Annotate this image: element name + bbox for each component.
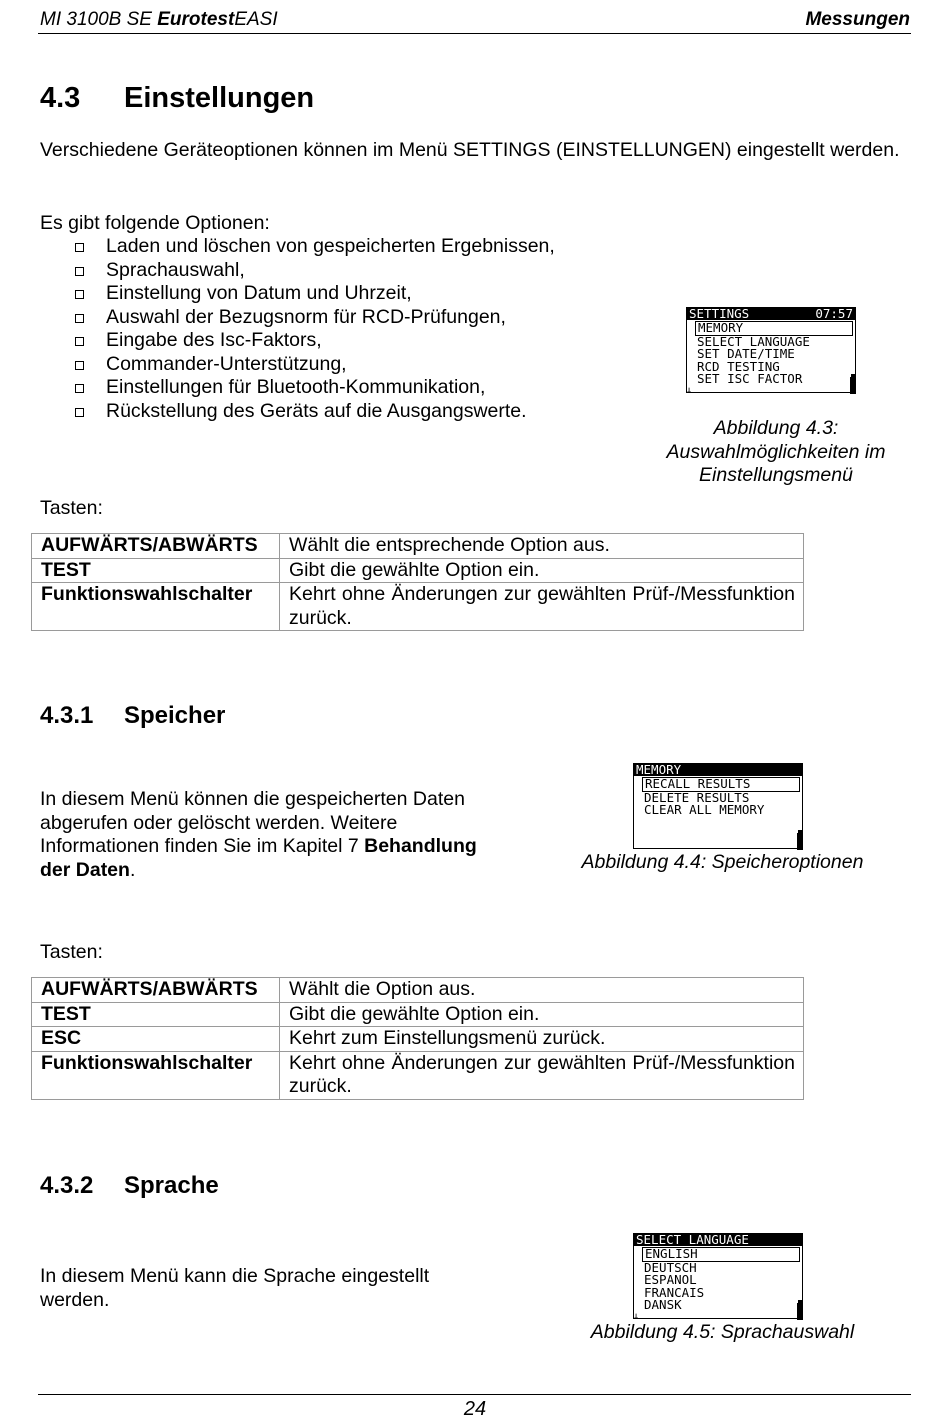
scroll-down-arrow-icon: ↓ xyxy=(686,384,693,396)
key-description: Kehrt ohne Änderungen zur gewählten Prüf-/Messfunktion zurück. xyxy=(280,583,804,631)
options-list-item-text: Eingabe des Isc-Faktors, xyxy=(106,329,322,351)
key-name: Funktionswahlschalter xyxy=(32,1051,280,1099)
screen-time: 07:57 xyxy=(815,306,853,321)
footer-rule xyxy=(38,1394,911,1395)
key-description: Wählt die entsprechende Option aus. xyxy=(280,534,804,559)
battery-icon xyxy=(797,833,803,850)
battery-icon xyxy=(797,1303,803,1320)
options-list-item xyxy=(40,376,640,400)
keys-table-row xyxy=(32,1051,804,1099)
screen-title-bar xyxy=(634,764,802,776)
screen-items xyxy=(687,321,855,386)
keys-table-row xyxy=(32,1027,804,1052)
intro-paragraph: Verschiedene Geräteoptionen können im Menü SETTINGS (EINSTELLUNGEN) eingestellt werden. xyxy=(40,139,900,161)
section-heading-4-3: 4.3 Einstellungen xyxy=(40,82,315,114)
key-description: Gibt die gewählte Option ein. xyxy=(280,558,804,583)
options-list-item xyxy=(40,329,640,353)
options-list-item xyxy=(40,353,640,377)
screen-menu-item: ESPANOL xyxy=(644,1272,697,1287)
scroll-down-arrow-icon: ↓ xyxy=(633,1310,640,1322)
language-paragraph: In diesem Menü kann die Sprache eingestellt werden. xyxy=(40,1265,430,1311)
options-list xyxy=(40,235,640,423)
screen-menu-item: RCD TESTING xyxy=(697,358,780,374)
figure-caption-4-5: Abbildung 4.5: Sprachauswahl xyxy=(590,1321,855,1343)
screen-menu-item: FRANCAIS xyxy=(644,1284,705,1300)
screen-menu-item: SELECT LANGUAGE xyxy=(697,333,810,349)
figure-caption-line: Auswahlmöglichkeiten im xyxy=(666,440,886,463)
key-name: ESC xyxy=(32,1027,280,1052)
screen-items xyxy=(634,1247,802,1312)
checkbox-bullet-icon xyxy=(75,314,84,323)
key-name: TEST xyxy=(32,558,280,583)
key-name: Funktionswahlschalter xyxy=(32,583,280,631)
settings-screen xyxy=(686,306,856,396)
keys-table-memory xyxy=(31,977,804,1100)
key-description: Wählt die Option aus. xyxy=(280,978,804,1003)
section-heading-4-3-1: 4.3.1 Speicher xyxy=(40,702,226,729)
options-list-item xyxy=(40,235,640,259)
options-list-item-text: Laden und löschen von gespeicherten Ergebnissen, xyxy=(106,235,555,257)
screen-menu-item: ENGLISH xyxy=(642,1247,800,1262)
options-list-item-text: Sprachauswahl, xyxy=(106,258,245,281)
language-screen xyxy=(633,1232,803,1322)
checkbox-bullet-icon xyxy=(75,408,84,417)
screen-menu-item: CLEAR ALL MEMORY xyxy=(644,802,765,817)
screen-menu-item: SET DATE/TIME xyxy=(697,346,795,361)
options-list-item xyxy=(40,282,640,306)
key-description: Kehrt ohne Änderungen zur gewählten Prüf-/Messfunktion zurück. xyxy=(280,1051,804,1099)
keys-table-row xyxy=(32,558,804,583)
figure-caption-line: Einstellungsmenü xyxy=(699,464,853,486)
options-list-item xyxy=(40,400,640,424)
screen-menu-item: SET ISC FACTOR xyxy=(697,371,803,386)
memory-paragraph: In diesem Menü können die gespeicherten Daten abgerufen oder gelöscht werden. Weitere Informationen finden Sie im Kapitel 7 Behandlung der Daten. xyxy=(40,788,477,881)
key-name: AUFWÄRTS/ABWÄRTS xyxy=(32,978,280,1003)
screen-menu-item: RECALL RESULTS xyxy=(642,777,800,792)
header-section: Messungen xyxy=(805,9,910,30)
options-list-item xyxy=(40,306,640,330)
key-description: Gibt die gewählte Option ein. xyxy=(280,1002,804,1027)
options-list-item xyxy=(40,259,640,283)
screen-title: SETTINGS xyxy=(689,306,750,321)
figure-caption-4-4: Abbildung 4.4: Speicheroptionen xyxy=(581,851,864,873)
screen-menu-item: MEMORY xyxy=(695,321,853,336)
screen-items xyxy=(634,777,802,817)
checkbox-bullet-icon xyxy=(75,243,84,252)
checkbox-bullet-icon xyxy=(75,384,84,393)
screen-menu-item: DELETE RESULTS xyxy=(644,789,750,805)
screen-title: MEMORY xyxy=(636,762,682,777)
figure-caption-4-3 xyxy=(652,417,900,488)
keys-table-settings xyxy=(31,533,804,631)
memory-screen xyxy=(633,763,803,849)
header-rule xyxy=(38,33,911,34)
figure-caption-line: Abbildung 4.3: xyxy=(713,417,839,439)
options-list-item-text: Einstellung von Datum und Uhrzeit, xyxy=(106,282,412,304)
key-description: Kehrt zum Einstellungsmenü zurück. xyxy=(280,1027,804,1052)
checkbox-bullet-icon xyxy=(75,290,84,299)
screen-menu-item: DEUTSCH xyxy=(644,1259,697,1275)
section-heading-4-3-2: 4.3.2 Sprache xyxy=(40,1172,219,1199)
checkbox-bullet-icon xyxy=(75,267,84,276)
key-name: AUFWÄRTS/ABWÄRTS xyxy=(32,534,280,559)
screen-title-bar xyxy=(634,1234,802,1246)
keys-label: Tasten: xyxy=(40,497,103,519)
screen-menu-item: DANSK xyxy=(644,1297,682,1312)
options-lead: Es gibt folgende Optionen: xyxy=(40,212,270,234)
checkbox-bullet-icon xyxy=(75,361,84,370)
options-list-item-text: Auswahl der Bezugsnorm für RCD-Prüfungen, xyxy=(106,305,506,328)
keys-label: Tasten: xyxy=(40,941,103,963)
keys-table-row xyxy=(32,583,804,631)
options-list-item-text: Einstellungen für Bluetooth-Kommunikation, xyxy=(106,376,486,398)
checkbox-bullet-icon xyxy=(75,337,84,346)
page-number: 24 xyxy=(463,1398,487,1420)
keys-table-row xyxy=(32,978,804,1003)
header-model: MI 3100B SE EurotestEASI xyxy=(40,9,278,30)
screen-title-bar xyxy=(687,308,855,320)
options-list-item-text: Rückstellung des Geräts auf die Ausgangswerte. xyxy=(106,399,527,422)
battery-icon xyxy=(850,377,856,394)
key-name: TEST xyxy=(32,1002,280,1027)
keys-table-row xyxy=(32,534,804,559)
options-list-item-text: Commander-Unterstützung, xyxy=(106,352,347,375)
screen-title: SELECT LANGUAGE xyxy=(636,1232,749,1247)
keys-table-row xyxy=(32,1002,804,1027)
